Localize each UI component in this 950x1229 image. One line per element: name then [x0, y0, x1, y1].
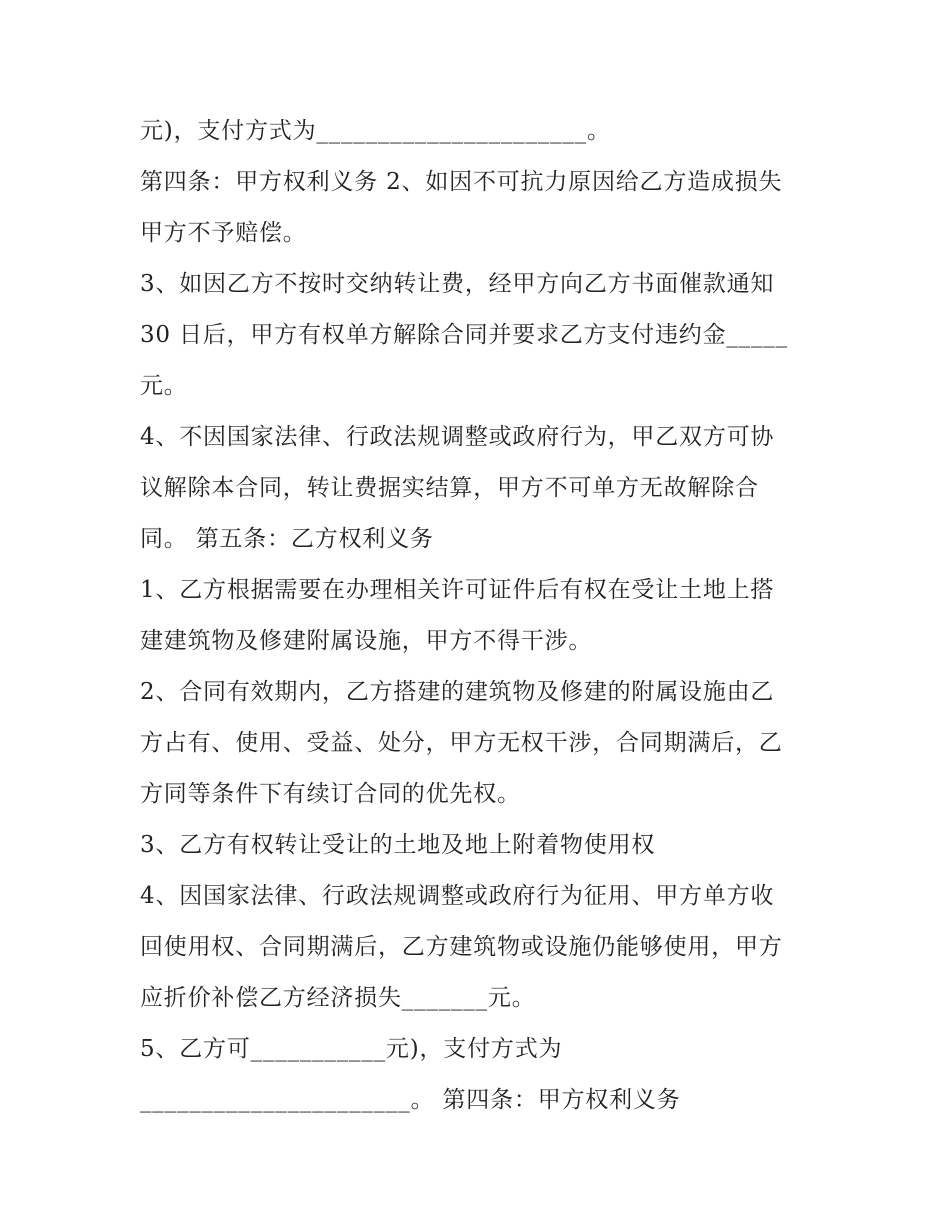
- contract-text: [140, 106, 830, 1126]
- text-line: 回使用权、合同期满后，乙方建筑物或设施仍能够使用，甲方: [140, 934, 783, 960]
- text-line: 方同等条件下有续订合同的优先权。: [140, 781, 521, 807]
- text-line: 5、乙方可___________元)，支付方式为: [140, 1036, 563, 1062]
- text-line: 建建筑物及修建附属设施，甲方不得干涉。: [140, 628, 593, 654]
- text-line: 2、合同有效期内，乙方搭建的建筑物及修建的附属设施由乙: [140, 679, 775, 705]
- text-line: 3、如因乙方不按时交纳转让费，经甲方向乙方书面催款通知: [140, 271, 775, 297]
- text-line: 方占有、使用、受益、处分，甲方无权干涉，合同期满后，乙: [140, 730, 783, 756]
- text-line: 4、不因国家法律、行政法规调整或政府行为，甲乙双方可协: [140, 424, 775, 450]
- text-line: 4、因国家法律、行政法规调整或政府行为征用、甲方单方收: [140, 883, 775, 909]
- text-line: ______________________。 第四条：甲方权利义务: [140, 1087, 681, 1113]
- text-line: 元。: [140, 373, 188, 399]
- text-line: 同。 第五条：乙方权利义务: [140, 526, 434, 552]
- text-line: 甲方不予赔偿。: [140, 220, 307, 246]
- text-line: 3、乙方有权转让受让的土地及地上附着物使用权: [140, 832, 656, 858]
- text-line: 应折价补偿乙方经济损失_______元。: [140, 985, 536, 1011]
- text-line: 30 日后，甲方有权单方解除合同并要求乙方支付违约金_____: [140, 322, 788, 348]
- text-line: 1、乙方根据需要在办理相关许可证件后有权在受让土地上搭: [140, 577, 775, 603]
- text-line: 元)，支付方式为______________________。: [140, 118, 611, 144]
- text-line: 议解除本合同，转让费据实结算，甲方不可单方无故解除合: [140, 475, 759, 501]
- text-line: 第四条：甲方权利义务 2、如因不可抗力原因给乙方造成损失: [140, 169, 783, 195]
